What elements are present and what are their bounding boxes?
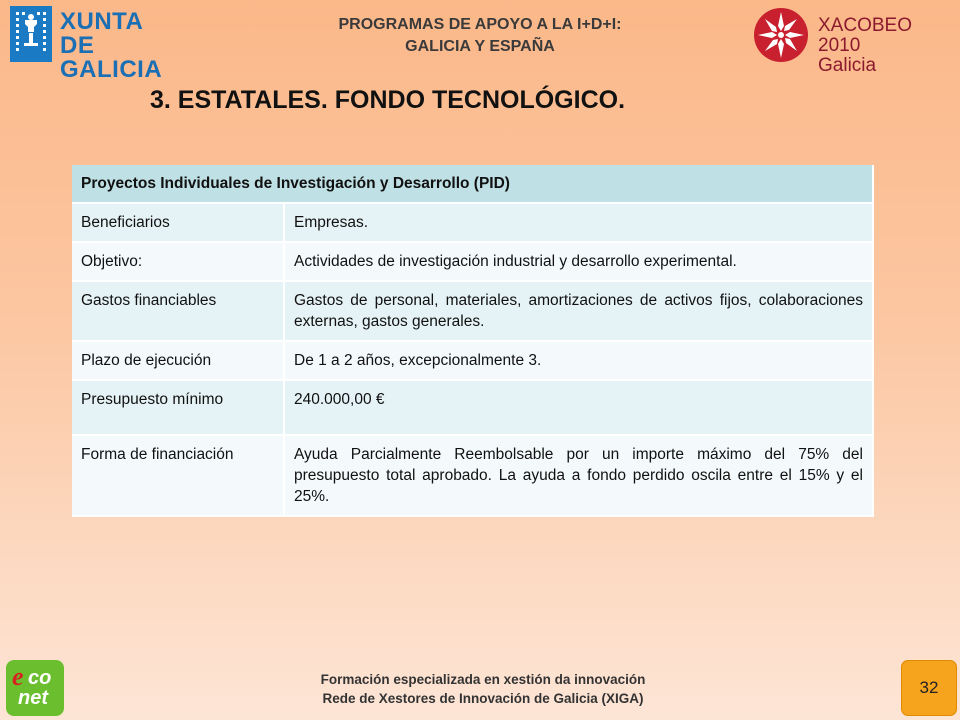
row-value: De 1 a 2 años, excepcionalmente 3. bbox=[284, 341, 873, 380]
footer-line1: Formación especializada en xestión da innovación bbox=[320, 672, 646, 687]
footer-text bbox=[240, 670, 726, 708]
xacobeo-line2: Galicia bbox=[818, 55, 877, 76]
xunta-line2: DE GALICIA bbox=[60, 32, 163, 83]
row-value: Empresas. bbox=[284, 203, 873, 242]
xacobeo-cross-icon bbox=[752, 6, 810, 64]
econet-logo bbox=[6, 660, 64, 716]
row-value: Actividades de investigación industrial y desarrollo experimental. bbox=[284, 242, 873, 281]
row-value: Ayuda Parcialmente Reembolsable por un importe máximo del 75% del presupuesto total aprobado. La ayuda a fondo perdido oscila entre el 15% y el 25%. bbox=[284, 435, 873, 516]
xunta-logo bbox=[8, 6, 198, 83]
row-label: Beneficiarios bbox=[72, 203, 284, 242]
table-row bbox=[72, 380, 873, 435]
header-title-line1: PROGRAMAS DE APOYO A LA I+D+I: bbox=[338, 16, 622, 33]
xunta-wordmark bbox=[60, 10, 198, 82]
table-row bbox=[72, 435, 873, 516]
table-header: Proyectos Individuales de Investigación y Desarrollo (PID) bbox=[72, 165, 873, 203]
table-header-row bbox=[72, 165, 873, 203]
xunta-shield-icon bbox=[10, 6, 52, 62]
slide-title: 3. ESTATALES. FONDO TECNOLÓGICO. bbox=[150, 86, 626, 114]
row-value: 240.000,00 € bbox=[284, 380, 873, 435]
row-label: Plazo de ejecución bbox=[72, 341, 284, 380]
xacobeo-line1: XACOBEO 2010 bbox=[818, 15, 912, 56]
table-row bbox=[72, 281, 873, 341]
xacobeo-logo bbox=[752, 6, 957, 76]
row-value: Gastos de personal, materiales, amortizaciones de activos fijos, colaboraciones externas, gastos generales. bbox=[284, 281, 873, 341]
xunta-line1: XUNTA bbox=[60, 8, 144, 35]
table-row bbox=[72, 203, 873, 242]
header-title-line2: GALICIA Y ESPAÑA bbox=[405, 38, 555, 55]
footer-line2: Rede de Xestores de Innovación de Galicia (XIGA) bbox=[322, 691, 644, 706]
row-label: Presupuesto mínimo bbox=[72, 380, 284, 435]
econet-logo-co: co bbox=[28, 667, 52, 689]
table-row bbox=[72, 341, 873, 380]
xacobeo-wordmark bbox=[818, 16, 957, 76]
header-title bbox=[260, 14, 700, 58]
econet-logo-net: net bbox=[18, 687, 48, 709]
row-label: Objetivo: bbox=[72, 242, 284, 281]
row-label: Gastos financiables bbox=[72, 281, 284, 341]
table-row bbox=[72, 242, 873, 281]
page-number-badge: 32 bbox=[901, 660, 957, 716]
info-table bbox=[72, 165, 874, 517]
row-label: Forma de financiación bbox=[72, 435, 284, 516]
econet-logo-e: e bbox=[12, 662, 24, 691]
